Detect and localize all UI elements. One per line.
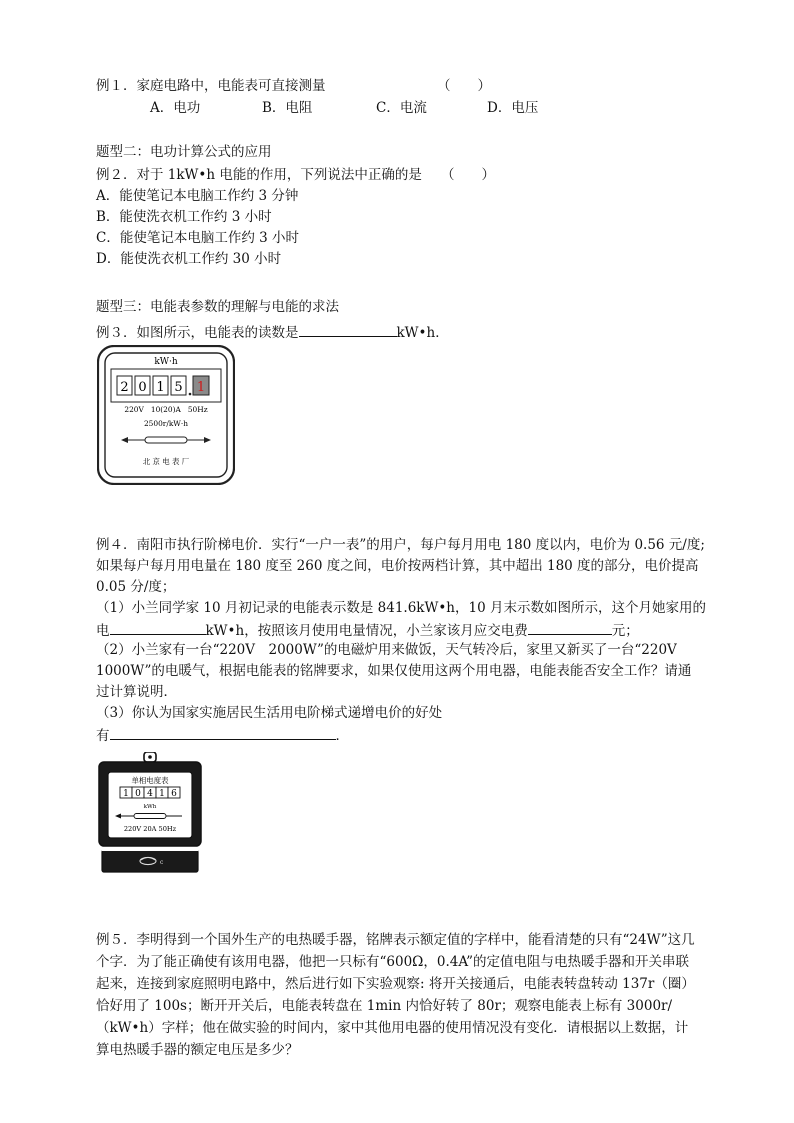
ex1-answer-paren: （ ） [437, 78, 491, 94]
ex4-q3-answer-blank[interactable] [110, 725, 336, 740]
type3-heading: 题型三：电能表参数的理解与电能的求法 [96, 299, 339, 315]
ex5-line-4: 恰好用了 100s；断开开关后，电能表转盘在 1min 内恰好转了 80r；观察电能表上标有 3000r/ [96, 998, 673, 1014]
ex3-stem-post: kW•h． [396, 325, 449, 341]
ex4-q2-line-2: 1000W”的电暖气，根据电能表的铭牌要求，如果仅使用这两个用电器，电能表能否安全工作？请通 [96, 663, 692, 679]
ex4-q1-blanks [96, 620, 639, 640]
meter2-digit: 6 [171, 789, 177, 799]
ex2-option-d: D．能使洗衣机工作约 30 小时 [96, 251, 282, 267]
ex5-line-2: 个字．为了能正确使有该用电器，他把一只标有“600Ω，0.4A”的定值电阻与电热暖手器和开关串联 [96, 954, 689, 970]
meter1-digit: 0 [138, 380, 147, 395]
ex1-option-d: D．电压 [487, 100, 539, 116]
ex2-option-a: A．能使笔记本电脑工作约 3 分钟 [96, 188, 299, 204]
meter1-digit: 2 [120, 380, 129, 395]
meter2-digit: 1 [159, 789, 165, 799]
meter1-digit-row [117, 376, 209, 395]
ex3-stem-pre: 例３．如图所示，电能表的读数是 [96, 325, 299, 341]
meter1-ratings: 220V 10(20)A 50Hz [124, 405, 208, 414]
meter1-maker: 北 京 电 表 厂 [142, 457, 190, 466]
ex3-answer-blank[interactable] [299, 322, 397, 337]
ex4-line-3: 0.05 分/度； [96, 579, 176, 595]
ex5-line-5: （kW•h）字样；他在做实验的时间内，家中其他用电器的使用情况没有变化．请根据以上数据，计 [96, 1020, 689, 1036]
ex4-line-2: 如果每户每月用电量在 180 度至 260 度之间，电价按两档计算，其中超出 180 度的部分，电价提高 [96, 558, 699, 574]
meter1-revs-constant: 2500r/kW·h [143, 419, 189, 428]
meter2-digit: 1 [123, 789, 129, 799]
ex4-q3-post: ． [335, 728, 349, 744]
ex5-line-1: 例５．李明得到一个国外生产的电热暖手器，铭牌表示额定值的字样中，能看清楚的只有“24W”这几 [96, 932, 695, 948]
type2-heading: 题型二：电功计算公式的应用 [96, 144, 272, 160]
ex4-q2-line-3: 过计算说明． [96, 684, 177, 700]
meter1-digit: 1 [156, 380, 165, 395]
ex1-stem [96, 77, 326, 95]
ex2-option-c: C．能使笔记本电脑工作约 3 小时 [96, 230, 300, 246]
ex2-option-b: B．能使洗衣机工作约 3 小时 [96, 209, 272, 225]
ex5-line-3: 起来，连接到家庭照明电路中，然后进行如下实验观察: 将开关接通后，电能表转盘转动 137r（圈） [96, 976, 695, 992]
ex4-q3-line: （3）你认为国家实施居民生活用电阶梯式递增电价的好处 [96, 705, 443, 721]
meter2-ratings: 220V 20A 50Hz [123, 825, 177, 833]
ex4-q1-mid: kW•h，按照该月使用电量情况，小兰家该月应交电费 [205, 623, 528, 639]
electric-meter-figure-1 [97, 345, 235, 485]
ex1-option-a: A．电功 [150, 100, 201, 116]
meter2-terminal-cover [102, 850, 198, 872]
ex4-q3-pre: 有 [96, 728, 110, 744]
meter1-unit-label: kW·h [154, 357, 178, 367]
ex4-fee-blank[interactable] [528, 620, 612, 635]
meter2-digit: 4 [147, 789, 153, 799]
ex1-option-b: B．电阻 [262, 100, 313, 116]
electric-meter-figure-2 [96, 752, 204, 874]
ex4-q1-pre: 电 [96, 623, 110, 639]
ex1-stem-text: 例１．家庭电路中，电能表可直接测量 [96, 78, 326, 94]
ex4-q1-line: （1）小兰同学家 10 月初记录的电能表示数是 841.6kW•h，10 月末示数如图所示，这个月她家用的 [96, 600, 706, 616]
meter1-decimal-point [189, 393, 192, 396]
ex4-q2-line-1: （2）小兰家有一台“220V 2000W”的电磁炉用来做饭，天气转冷后，家里又新买了一台“220V [96, 642, 677, 658]
ex4-line-1: 例４．南阳市执行阶梯电价．实行“一户一表”的用户，每户每月用电 180 度以内，电价为 0.56 元/度; [96, 537, 705, 553]
meter2-unit: kWh [143, 804, 157, 810]
meter1-digit: 5 [174, 380, 183, 395]
ex2-stem: 例２．对于 1kW•h 电能的作用，下列说法中正确的是 [96, 167, 422, 183]
ex3-stem [96, 322, 449, 342]
ex1-option-c: C．电流 [376, 100, 427, 116]
meter1-decimal-digit: 1 [196, 380, 206, 395]
ex4-q1-post: 元； [611, 623, 639, 639]
ex4-energy-blank[interactable] [110, 620, 206, 635]
meter2-digit: 0 [135, 789, 141, 799]
ex4-q3-blank-line [96, 725, 349, 745]
ex5-line-6: 算电热暖手器的额定电压是多少？ [96, 1042, 299, 1058]
svg-text:c: c [160, 859, 164, 866]
meter2-title: 单相电度表 [131, 776, 169, 785]
ex2-answer-paren: （ ） [441, 167, 495, 183]
meter2-digit-row [120, 787, 180, 799]
